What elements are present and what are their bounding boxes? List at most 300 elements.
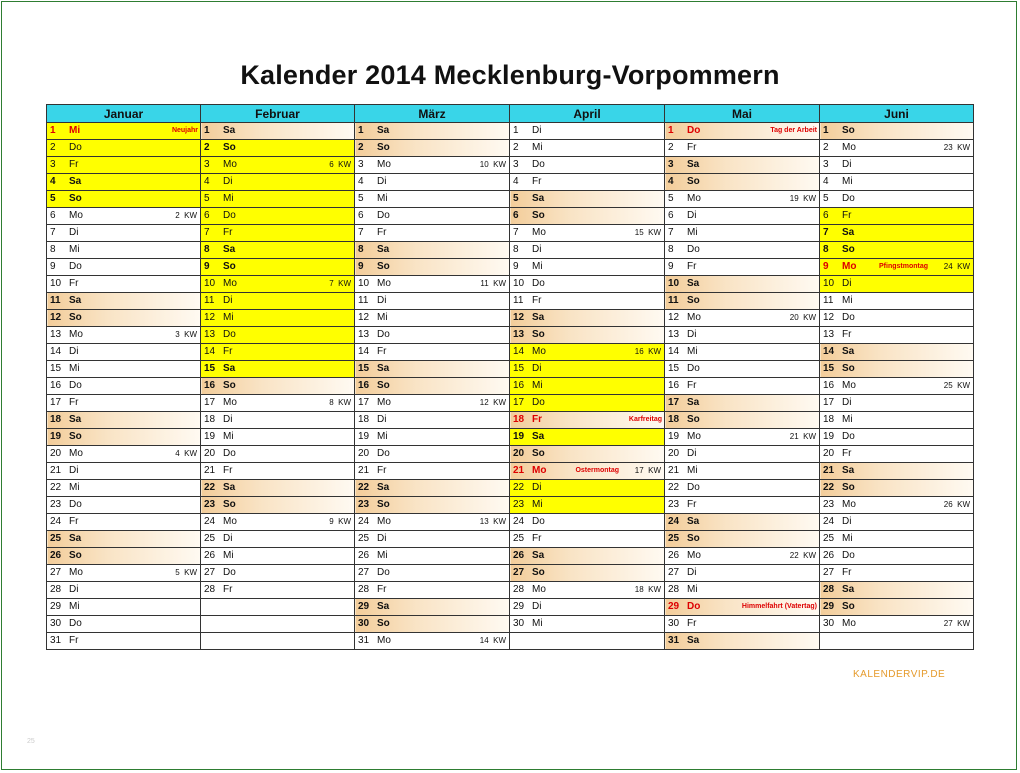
weekday-label: Di (377, 414, 387, 425)
day-number: 23 (823, 499, 835, 510)
weekday-label: Di (842, 516, 852, 527)
weekday-label: Sa (223, 125, 236, 136)
day-number: 14 (204, 346, 216, 357)
weekday-label: Di (377, 176, 387, 187)
day-number: 13 (358, 329, 370, 340)
holiday-name: Ostermontag (575, 467, 619, 474)
day-cell (510, 497, 665, 514)
day-number: 9 (204, 261, 210, 272)
table-row (47, 276, 974, 293)
day-cell (201, 276, 355, 293)
weekday-label: Mo (223, 159, 237, 170)
day-cell (820, 633, 974, 650)
weekday-label: Mi (532, 261, 543, 272)
day-number: 9 (358, 261, 364, 272)
weekday-label: Mi (687, 465, 698, 476)
weekday-label: Di (377, 533, 387, 544)
day-cell (47, 412, 201, 429)
day-number: 9 (513, 261, 519, 272)
weekday-label: So (687, 414, 700, 425)
table-row (47, 310, 974, 327)
day-number: 24 (668, 516, 680, 527)
day-number: 25 (204, 533, 216, 544)
day-number: 22 (50, 482, 62, 493)
day-cell (665, 293, 820, 310)
weekday-label: So (532, 448, 545, 459)
day-cell (820, 327, 974, 344)
day-cell (47, 599, 201, 616)
weekday-label: Fr (69, 397, 79, 408)
day-number: 25 (50, 533, 62, 544)
weekday-label: Mi (532, 499, 543, 510)
day-number: 19 (358, 431, 370, 442)
weekday-label: So (69, 193, 82, 204)
day-number: 1 (513, 125, 519, 136)
weekday-label: Sa (69, 533, 82, 544)
weekday-label: Fr (842, 567, 852, 578)
week-number-label: KW (648, 466, 661, 475)
day-cell (355, 582, 510, 599)
day-cell (510, 531, 665, 548)
table-row (47, 395, 974, 412)
day-number: 23 (204, 499, 216, 510)
day-number: 4 (513, 176, 519, 187)
day-number: 5 (668, 193, 674, 204)
weekday-label: So (223, 499, 236, 510)
day-number: 13 (823, 329, 835, 340)
weekday-label: Di (69, 584, 79, 595)
weekday-label: Mo (842, 380, 856, 391)
day-number: 28 (50, 584, 62, 595)
weekday-label: Di (223, 414, 233, 425)
table-row (47, 259, 974, 276)
day-cell (510, 310, 665, 327)
weekday-label: Di (842, 397, 852, 408)
day-number: 8 (204, 244, 210, 255)
week-number (944, 140, 970, 156)
day-number: 21 (513, 465, 525, 476)
weekday-label: Di (532, 363, 542, 374)
day-cell (665, 599, 820, 616)
weekday-label: Mo (69, 210, 83, 221)
day-number: 7 (823, 227, 829, 238)
table-row (47, 293, 974, 310)
weekday-label: Mo (69, 448, 83, 459)
week-number-label: KW (184, 568, 197, 577)
day-cell (355, 310, 510, 327)
weekday-label: So (377, 142, 390, 153)
weekday-label: Fr (532, 533, 542, 544)
weekday-label: Mi (687, 227, 698, 238)
day-number: 6 (204, 210, 210, 221)
day-cell (665, 208, 820, 225)
day-number: 7 (668, 227, 674, 238)
day-cell (510, 191, 665, 208)
weekday-label: Mi (69, 244, 80, 255)
weekday-label: So (532, 567, 545, 578)
weekday-label: So (377, 380, 390, 391)
day-cell (820, 446, 974, 463)
day-cell (201, 429, 355, 446)
week-number-value: 9 (329, 517, 334, 526)
weekday-label: Fr (532, 295, 542, 306)
weekday-label: Mi (842, 533, 853, 544)
day-number: 22 (204, 482, 216, 493)
week-number (790, 191, 816, 207)
weekday-label: Do (223, 329, 236, 340)
day-cell (201, 123, 355, 140)
day-cell (820, 361, 974, 378)
day-number: 12 (50, 312, 62, 323)
day-number: 4 (50, 176, 56, 187)
day-cell (820, 514, 974, 531)
day-cell (47, 327, 201, 344)
weekday-label: Di (842, 159, 852, 170)
weekday-label: Fr (223, 584, 233, 595)
weekday-label: Fr (69, 635, 79, 646)
day-cell (355, 361, 510, 378)
table-row (47, 463, 974, 480)
day-cell (355, 293, 510, 310)
day-number: 5 (358, 193, 364, 204)
day-cell (510, 259, 665, 276)
day-cell (820, 565, 974, 582)
weekday-label: Do (687, 125, 701, 136)
day-cell (201, 582, 355, 599)
day-cell (510, 123, 665, 140)
weekday-label: So (687, 295, 700, 306)
day-cell (201, 174, 355, 191)
day-number: 15 (823, 363, 835, 374)
table-row (47, 208, 974, 225)
day-number: 16 (204, 380, 216, 391)
day-cell (510, 225, 665, 242)
weekday-label: Mi (377, 550, 388, 561)
day-number: 6 (823, 210, 829, 221)
week-number-label: KW (803, 194, 816, 203)
weekday-label: Mo (223, 278, 237, 289)
day-number: 6 (513, 210, 519, 221)
day-cell (201, 191, 355, 208)
week-number (480, 157, 506, 173)
day-number: 23 (513, 499, 525, 510)
weekday-label: Mo (69, 329, 83, 340)
day-cell (820, 429, 974, 446)
weekday-label: Fr (687, 142, 697, 153)
week-number-value: 12 (479, 398, 489, 407)
day-number: 20 (668, 448, 680, 459)
day-number: 18 (823, 414, 835, 425)
week-number-value: 17 (634, 466, 644, 475)
table-row (47, 633, 974, 650)
day-number: 8 (358, 244, 364, 255)
day-cell (510, 140, 665, 157)
weekday-label: Mi (69, 125, 81, 136)
day-cell (201, 446, 355, 463)
day-number: 29 (668, 601, 680, 612)
weekday-label: Do (69, 261, 82, 272)
weekday-label: So (842, 363, 855, 374)
day-cell (355, 633, 510, 650)
day-number: 26 (823, 550, 835, 561)
weekday-label: Mi (223, 312, 234, 323)
week-number-label: KW (493, 398, 506, 407)
day-number: 18 (513, 414, 525, 425)
day-number: 27 (204, 567, 216, 578)
week-number (944, 497, 970, 513)
day-cell (201, 633, 355, 650)
day-cell (820, 208, 974, 225)
weekday-label: Sa (69, 295, 82, 306)
day-cell (355, 378, 510, 395)
day-cell (820, 412, 974, 429)
day-number: 21 (668, 465, 680, 476)
table-row (47, 582, 974, 599)
day-number: 10 (50, 278, 62, 289)
week-number-label: KW (648, 228, 661, 237)
weekday-label: Sa (223, 363, 236, 374)
weekday-label: Do (842, 312, 855, 323)
weekday-label: Fr (532, 176, 542, 187)
day-number: 26 (204, 550, 216, 561)
day-number: 20 (204, 448, 216, 459)
day-cell (47, 310, 201, 327)
week-number-label: KW (648, 585, 661, 594)
day-cell (665, 361, 820, 378)
week-number-value: 20 (789, 313, 799, 322)
day-number: 29 (513, 601, 525, 612)
day-cell (201, 548, 355, 565)
month-header: Juni (820, 105, 974, 123)
day-cell (47, 242, 201, 259)
day-number: 26 (358, 550, 370, 561)
day-number: 8 (513, 244, 519, 255)
table-row (47, 480, 974, 497)
weekday-label: Fr (223, 346, 233, 357)
day-cell (201, 344, 355, 361)
weekday-label: Mi (223, 431, 234, 442)
day-cell (820, 293, 974, 310)
day-number: 17 (513, 397, 525, 408)
day-number: 30 (50, 618, 62, 629)
weekday-label: Mi (532, 380, 543, 391)
day-cell (510, 361, 665, 378)
weekday-label: Sa (842, 584, 855, 595)
day-cell (355, 327, 510, 344)
day-cell (355, 531, 510, 548)
day-number: 8 (668, 244, 674, 255)
weekday-label: Fr (223, 227, 233, 238)
table-row (47, 174, 974, 191)
day-cell (355, 548, 510, 565)
weekday-label: Fr (69, 159, 79, 170)
day-cell (47, 582, 201, 599)
day-cell (355, 565, 510, 582)
day-number: 17 (823, 397, 835, 408)
day-number: 22 (513, 482, 525, 493)
weekday-label: Do (69, 380, 82, 391)
day-cell (665, 548, 820, 565)
day-number: 9 (668, 261, 674, 272)
weekday-label: Sa (687, 397, 700, 408)
day-number: 2 (50, 142, 56, 153)
weekday-label: Mo (687, 431, 701, 442)
weekday-label: Di (842, 278, 852, 289)
weekday-label: Mo (532, 346, 546, 357)
day-cell (665, 174, 820, 191)
day-cell (355, 191, 510, 208)
day-number: 5 (204, 193, 210, 204)
day-number: 28 (358, 584, 370, 595)
week-number (635, 344, 661, 360)
day-cell (201, 480, 355, 497)
day-number: 15 (204, 363, 216, 374)
day-cell (665, 157, 820, 174)
day-number: 11 (204, 295, 215, 306)
weekday-label: Do (223, 567, 236, 578)
day-number: 23 (50, 499, 62, 510)
day-number: 1 (358, 125, 364, 136)
week-number-label: KW (493, 160, 506, 169)
day-number: 19 (513, 431, 525, 442)
week-number (790, 310, 816, 326)
day-cell (47, 174, 201, 191)
weekday-label: Do (532, 159, 545, 170)
weekday-label: Mi (69, 601, 80, 612)
week-number-value: 3 (175, 330, 180, 339)
day-number: 5 (513, 193, 519, 204)
weekday-label: Di (69, 465, 79, 476)
week-number-value: 6 (329, 160, 334, 169)
holiday-name: Tag der Arbeit (770, 127, 817, 134)
day-cell (510, 582, 665, 599)
table-row (47, 157, 974, 174)
day-cell (665, 565, 820, 582)
weekday-label: Mo (377, 278, 391, 289)
week-number (329, 395, 351, 411)
weekday-label: Mo (223, 397, 237, 408)
day-cell (201, 395, 355, 412)
week-number (175, 327, 197, 343)
day-number: 7 (204, 227, 210, 238)
day-cell (201, 242, 355, 259)
weekday-label: Mo (377, 516, 391, 527)
day-cell (820, 191, 974, 208)
week-number-value: 11 (480, 279, 489, 288)
week-number-label: KW (493, 279, 506, 288)
day-cell (47, 123, 201, 140)
week-number-label: KW (184, 330, 197, 339)
day-cell (820, 616, 974, 633)
day-number: 12 (823, 312, 835, 323)
week-number-value: 2 (175, 211, 180, 220)
week-number-label: KW (803, 551, 816, 560)
day-cell (47, 616, 201, 633)
month-header-row (47, 105, 974, 123)
day-cell (355, 259, 510, 276)
day-cell (665, 327, 820, 344)
day-number: 31 (50, 635, 62, 646)
day-number: 29 (50, 601, 62, 612)
weekday-label: So (223, 261, 236, 272)
week-number-label: KW (957, 143, 970, 152)
day-number: 26 (50, 550, 62, 561)
day-number: 6 (50, 210, 56, 221)
day-number: 5 (823, 193, 829, 204)
day-cell (201, 310, 355, 327)
day-number: 31 (668, 635, 680, 646)
day-cell (820, 225, 974, 242)
day-number: 7 (358, 227, 364, 238)
week-number (329, 276, 351, 292)
day-cell (510, 565, 665, 582)
day-cell (510, 463, 665, 480)
day-cell (820, 531, 974, 548)
weekday-label: Di (223, 176, 233, 187)
day-cell (47, 140, 201, 157)
weekday-label: Mi (532, 618, 543, 629)
weekday-label: Sa (687, 635, 700, 646)
weekday-label: Mi (842, 176, 853, 187)
table-row (47, 123, 974, 140)
week-number (790, 429, 816, 445)
day-cell (510, 378, 665, 395)
weekday-label: Fr (377, 584, 387, 595)
weekday-label: So (842, 244, 855, 255)
day-number: 13 (513, 329, 525, 340)
day-cell (47, 225, 201, 242)
weekday-label: Do (69, 618, 82, 629)
weekday-label: So (532, 329, 545, 340)
day-cell (510, 395, 665, 412)
day-cell (665, 582, 820, 599)
weekday-label: Mo (687, 193, 701, 204)
day-number: 12 (358, 312, 370, 323)
day-number: 11 (50, 295, 61, 306)
week-number-label: KW (493, 517, 506, 526)
day-number: 12 (513, 312, 525, 323)
day-cell (47, 565, 201, 582)
week-number (329, 514, 351, 530)
day-number: 9 (50, 261, 56, 272)
day-cell (47, 548, 201, 565)
day-number: 2 (204, 142, 210, 153)
day-cell (47, 514, 201, 531)
day-cell (510, 633, 665, 650)
day-number: 2 (668, 142, 674, 153)
week-number-value: 27 (943, 619, 953, 628)
day-cell (820, 276, 974, 293)
week-number-label: KW (648, 347, 661, 356)
day-cell (665, 429, 820, 446)
weekday-label: Mi (377, 431, 388, 442)
day-number: 4 (358, 176, 364, 187)
day-number: 11 (513, 295, 524, 306)
day-cell (820, 480, 974, 497)
day-cell (355, 344, 510, 361)
day-cell (355, 140, 510, 157)
day-cell (47, 531, 201, 548)
day-cell (355, 599, 510, 616)
day-number: 24 (513, 516, 525, 527)
day-cell (665, 497, 820, 514)
day-cell (201, 514, 355, 531)
day-number: 25 (823, 533, 835, 544)
day-cell (47, 429, 201, 446)
weekday-label: Mi (69, 363, 80, 374)
table-row (47, 497, 974, 514)
weekday-label: Mo (687, 312, 701, 323)
